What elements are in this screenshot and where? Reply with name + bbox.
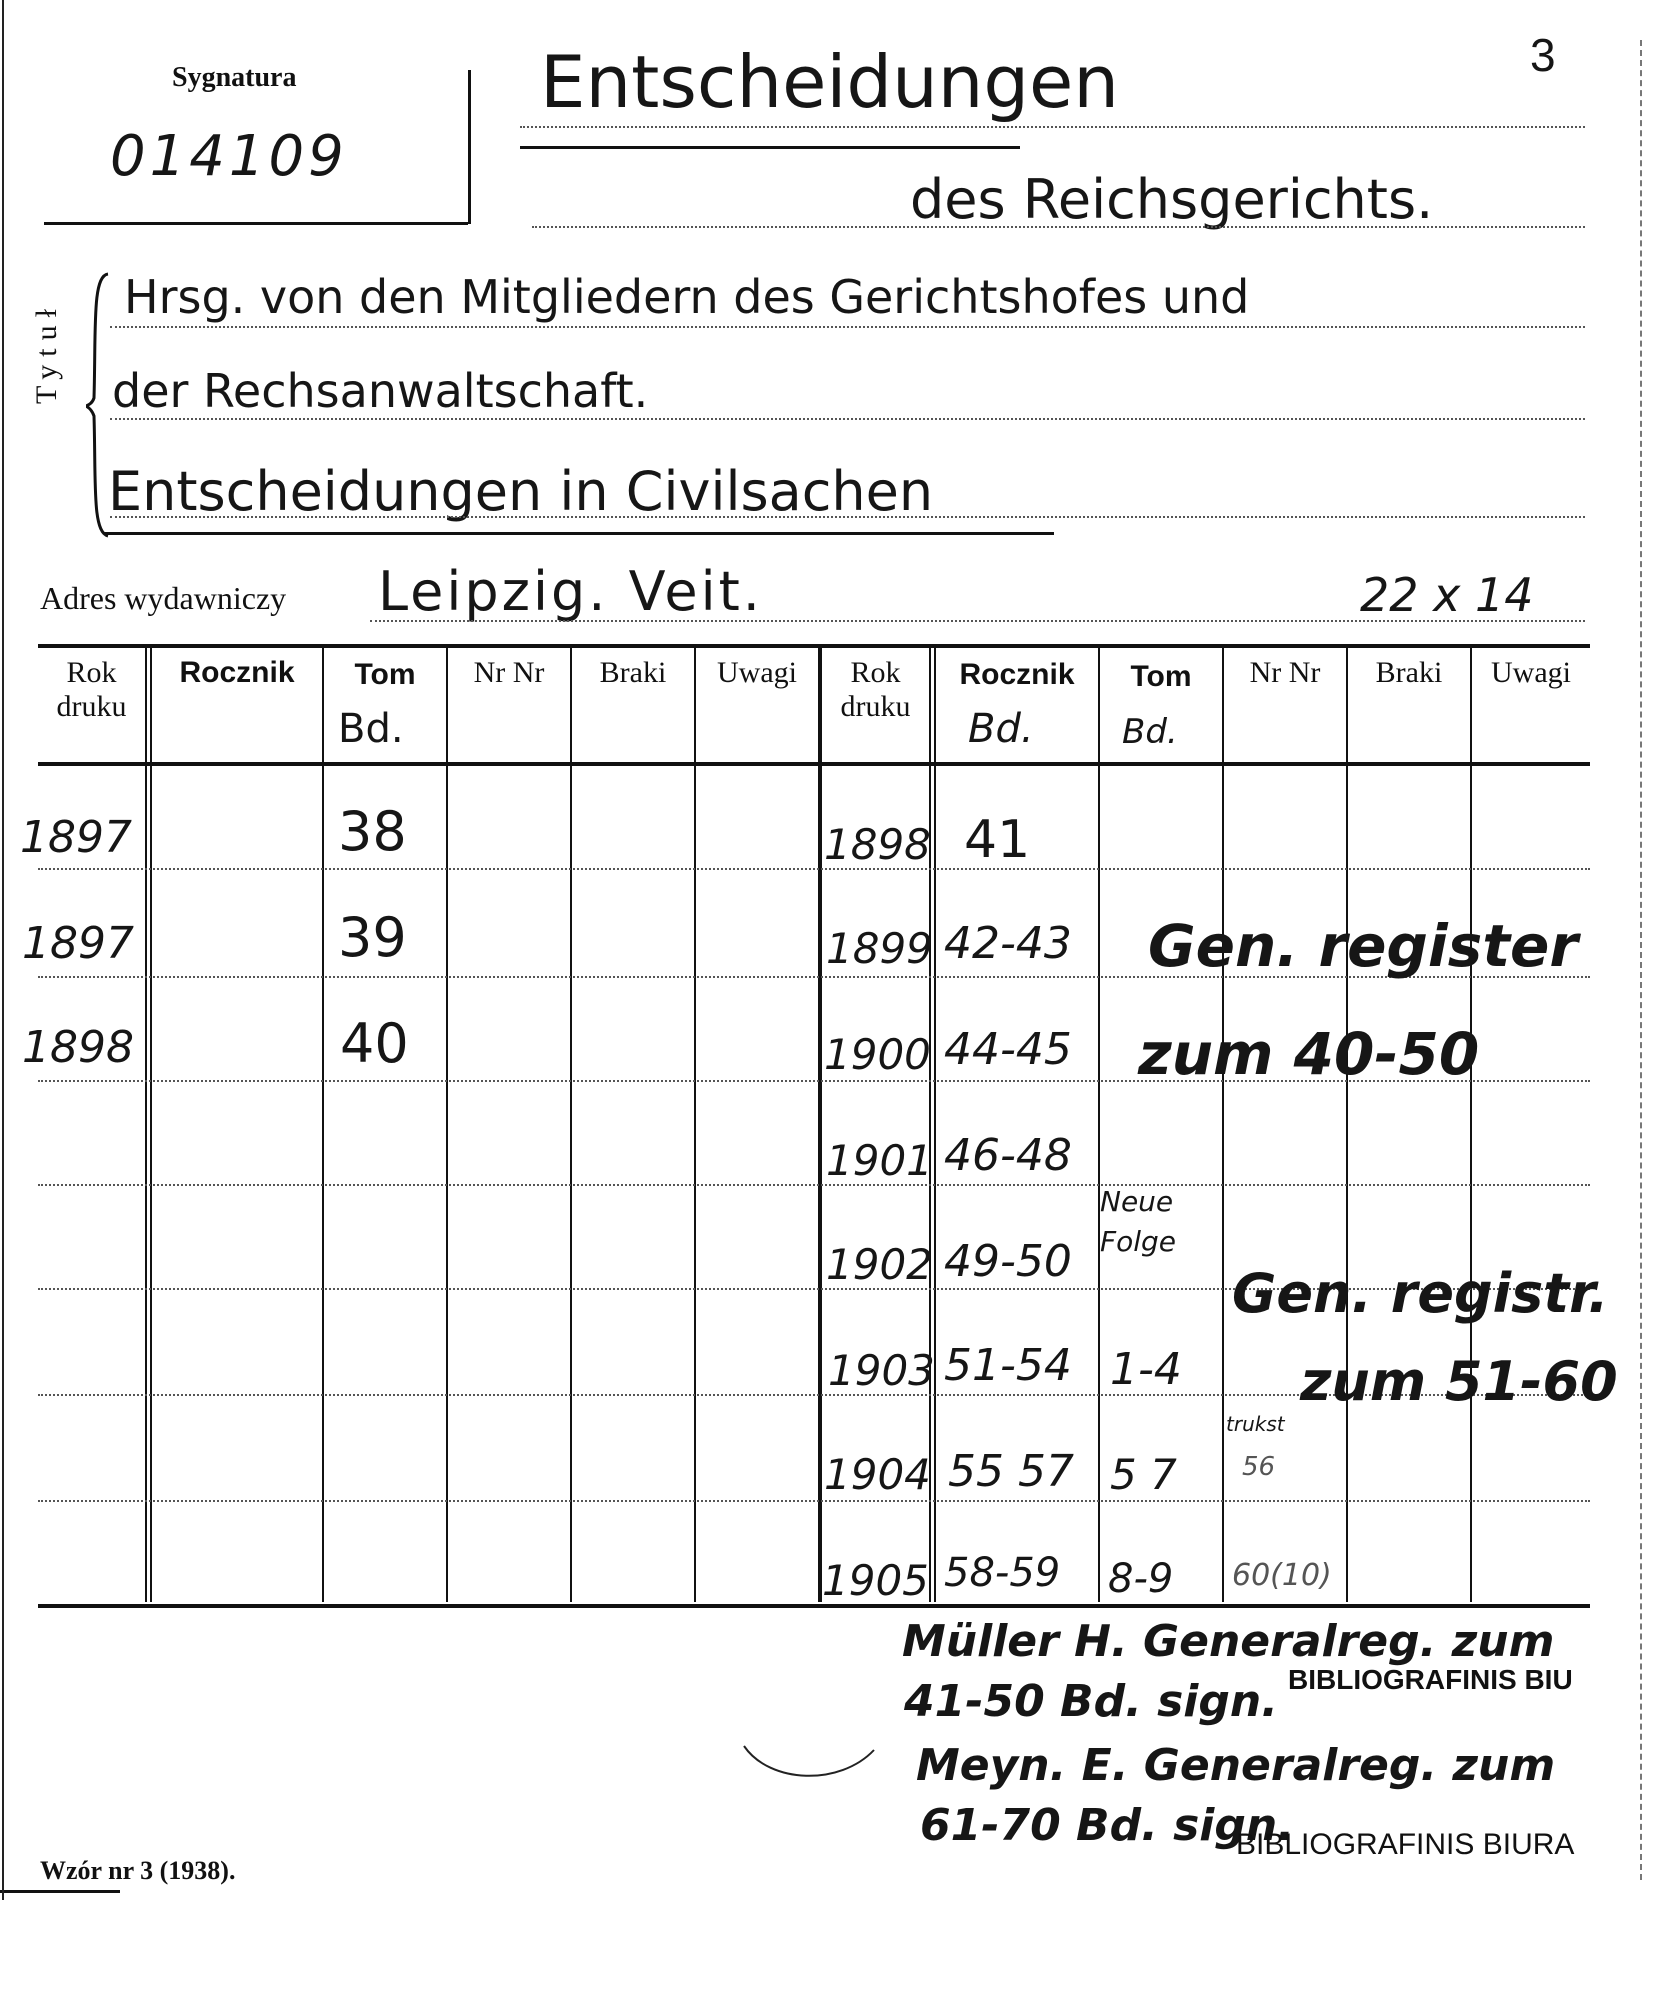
col-line-middle xyxy=(818,648,822,1602)
right-row-4-year: 1901 xyxy=(826,1136,933,1185)
title-main: Entscheidungen xyxy=(540,40,1119,124)
col-line-2 xyxy=(322,648,324,1602)
header-left-tom: Tom xyxy=(354,658,416,691)
col-line-10 xyxy=(1346,648,1348,1602)
publisher-value: Leipzig. Veit. xyxy=(378,560,763,623)
note-line-1: Müller H. Generalreg. zum xyxy=(902,1616,1555,1667)
col-line-1b xyxy=(150,648,152,1602)
right-row-6-year: 1903 xyxy=(828,1346,935,1395)
title-underline xyxy=(520,146,1020,149)
left-row-3-year: 1898 xyxy=(22,1022,134,1073)
header-right-tom-bd: Bd. xyxy=(1122,712,1178,752)
note-line-3: Meyn. E. Generalreg. zum xyxy=(916,1740,1556,1791)
title-dotted-line-1 xyxy=(520,126,1585,128)
right-row-8-bd: 58-59 xyxy=(944,1550,1061,1596)
col-line-5 xyxy=(694,648,696,1602)
right-row-7-tom: 5 7 xyxy=(1110,1450,1177,1499)
left-row-1-year: 1897 xyxy=(20,812,132,863)
card-right-edge xyxy=(1640,40,1642,1880)
table-top-rule xyxy=(38,644,1590,648)
title-line-3: Entscheidungen in Civilsachen xyxy=(108,460,934,523)
header-right-uwagi: Uwagi xyxy=(1491,656,1571,689)
annotation-nrnr-note: trukst xyxy=(1226,1412,1285,1436)
signature-label: Sygnatura xyxy=(172,62,297,93)
publisher-label: Adres wydawniczy xyxy=(40,580,287,616)
title-dotted-line-3 xyxy=(110,326,1585,328)
col-line-9 xyxy=(1222,648,1224,1602)
left-row-2-year: 1897 xyxy=(22,918,134,969)
stamp-2: BIBLIOGRAFINIS BIURA xyxy=(1236,1828,1575,1861)
right-row-5-bd: 49-50 xyxy=(944,1236,1072,1287)
right-row-5-year: 1902 xyxy=(826,1240,933,1289)
right-row-2-year: 1899 xyxy=(826,924,933,973)
row-line-7 xyxy=(38,1500,1590,1502)
header-right-tom: Tom xyxy=(1130,660,1192,693)
title-dotted-line-4 xyxy=(110,418,1585,420)
pencil-arc xyxy=(740,1740,880,1790)
col-line-3 xyxy=(446,648,448,1602)
note-line-4: 61-70 Bd. sign. xyxy=(920,1800,1294,1851)
right-row-7-year: 1904 xyxy=(824,1450,931,1499)
title-line-2: der Rechsanwaltschaft. xyxy=(112,364,649,418)
col-line-4 xyxy=(570,648,572,1602)
header-right-braki: Braki xyxy=(1375,656,1443,689)
stamp-1: BIBLIOGRAFINIS BIU xyxy=(1288,1664,1573,1695)
note-line-2: 41-50 Bd. sign. xyxy=(904,1676,1278,1727)
col-line-1a xyxy=(145,648,147,1602)
right-row-6-bd: 51-54 xyxy=(944,1340,1072,1391)
right-row-1-bd: 41 xyxy=(964,810,1031,870)
right-row-4-bd: 46-48 xyxy=(944,1130,1072,1181)
annotation-neue-folge: Neue Folge xyxy=(1100,1185,1177,1258)
right-row-8-tom: 8-9 xyxy=(1108,1556,1174,1602)
title-sub: des Reichsgerichts. xyxy=(910,168,1434,231)
header-right-nrnr: Nr Nr xyxy=(1249,656,1321,689)
table-header-rule xyxy=(38,762,1590,766)
header-left-uwagi: Uwagi xyxy=(717,656,797,689)
header-right-rocznik-bd: Bd. xyxy=(968,706,1034,752)
table-bottom-rule xyxy=(38,1604,1590,1608)
left-row-2-tom: 39 xyxy=(338,906,407,969)
row-line-4 xyxy=(38,1184,1590,1186)
card-number: 3 xyxy=(1530,29,1556,81)
right-row-2-bd: 42-43 xyxy=(944,918,1072,969)
right-row-7-bd: 55 57 xyxy=(948,1446,1074,1497)
signature-value: 014109 xyxy=(110,124,348,189)
right-row-6-tom: 1-4 xyxy=(1110,1344,1182,1395)
publisher-format: 22 x 14 xyxy=(1360,568,1534,622)
header-left-rok-druku: Rok druku xyxy=(56,656,127,723)
left-row-1-tom: 38 xyxy=(338,800,407,863)
title-line-3-underline xyxy=(104,532,1054,535)
title-side-label: Tytuł xyxy=(30,301,63,404)
footer-edge-line xyxy=(0,1890,120,1893)
signature-bottom-line xyxy=(44,222,468,225)
col-line-8 xyxy=(1098,648,1100,1602)
title-dotted-line-2 xyxy=(532,226,1585,228)
annotation-gen-register-2b: zum 51-60 xyxy=(1300,1350,1618,1413)
annotation-gen-register-1: Gen. register xyxy=(1148,912,1578,980)
header-right-rok-druku: Rok druku xyxy=(840,656,911,723)
header-left-nrnr: Nr Nr xyxy=(473,656,545,689)
annotation-nrnr-60: 60(10) xyxy=(1232,1558,1332,1593)
title-line-1: Hrsg. von den Mitgliedern des Gerichtshofes und xyxy=(124,270,1250,324)
annotation-gen-register-1b: zum 40-50 xyxy=(1138,1020,1480,1088)
header-right-rocznik: Rocznik xyxy=(959,658,1075,691)
header-left-tom-bd: Bd. xyxy=(338,706,404,752)
col-line-7b xyxy=(934,648,936,1602)
right-row-3-year: 1900 xyxy=(824,1030,931,1079)
col-line-11 xyxy=(1470,648,1472,1602)
signature-right-line xyxy=(468,70,471,224)
footer-form-label: Wzór nr 3 (1938). xyxy=(40,1856,236,1885)
right-row-1-year: 1898 xyxy=(824,820,931,869)
header-left-braki: Braki xyxy=(599,656,667,689)
left-row-3-tom: 40 xyxy=(340,1012,409,1075)
row-line-1 xyxy=(38,868,1590,870)
annotation-nrnr-56: 56 xyxy=(1242,1452,1276,1482)
right-row-3-bd: 44-45 xyxy=(944,1024,1072,1075)
title-dotted-line-5 xyxy=(110,516,1585,518)
right-row-8-year: 1905 xyxy=(822,1556,929,1605)
header-left-rocznik: Rocznik xyxy=(179,656,295,689)
publisher-dotted-line xyxy=(370,620,1585,622)
card-left-edge xyxy=(2,0,4,1900)
annotation-gen-register-2: Gen. registr. xyxy=(1232,1262,1609,1325)
